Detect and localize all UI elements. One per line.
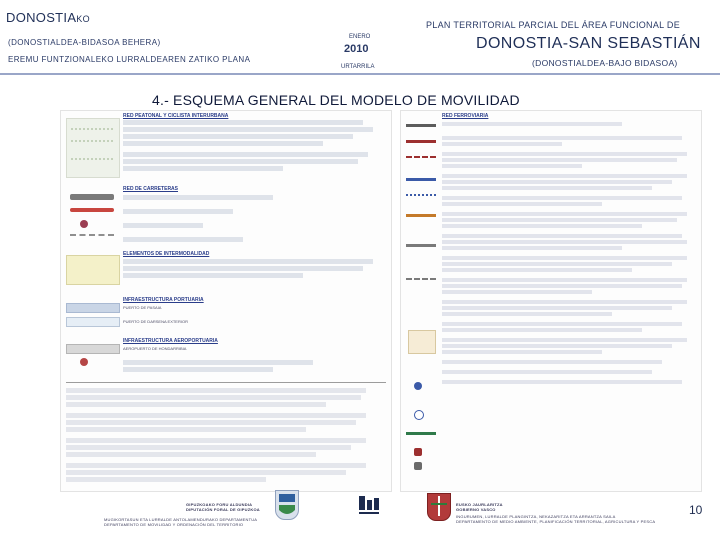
- rail-symbol-study: [406, 278, 436, 283]
- rail-symbol-link: [406, 432, 436, 435]
- gipuzkoa-crest-icon: [276, 491, 298, 519]
- rail-station-new-icon: [414, 410, 424, 420]
- brand-subtitle: (DONOSTIALDEA-BIDASOA BEHERA): [8, 38, 161, 47]
- port-item-outer: PUERTO DE DARSENA EXTERIOR: [123, 319, 188, 324]
- rail-symbol-high-speed: [406, 214, 436, 217]
- date-month-basque: URTARRILA: [341, 64, 375, 70]
- footer-right-line-4: DEPARTAMENTO DE MEDIO AMBIENTE, PLANIFICACIÓN TERRITORIAL, AGRICULTURA Y PESCA: [456, 519, 656, 524]
- legend-heading-rail: RED FERROVIARIA: [442, 113, 489, 119]
- brand-plan-name: EREMU FUNTZIONALEKO LURRALDEAREN ZATIKO PLANA: [8, 55, 251, 64]
- left-panel-notes: [66, 388, 386, 482]
- footer-left-line-4: DEPARTAMENTO DE MOVILIDAD Y ORDENACIÓN DEL TERRITORIO: [104, 522, 244, 527]
- rail-symbol-metro-planned: [406, 194, 436, 199]
- road-symbol-planned: [70, 234, 114, 239]
- airport-node-icon: [80, 358, 88, 366]
- legend-heading-intermodal: ELEMENTOS DE INTERMODALIDAD: [123, 251, 210, 257]
- gipuzkoa-shield-icon: [275, 490, 299, 520]
- legend-text-intermodal: [123, 259, 383, 278]
- header-divider: [0, 73, 720, 75]
- footer-left-line-3: MUGIKORTASUN ETA LURRALDE ANTOLAMENDURAKO DEPARTAMENTUA: [104, 517, 258, 522]
- legend-heading-roads: RED DE CARRETERAS: [123, 186, 179, 192]
- legend-heading-airport: INFRAESTRUCTURA AEROPORTUARIA: [123, 338, 218, 344]
- brand-title: [6, 10, 90, 25]
- page-number: 10: [689, 503, 703, 517]
- footer-right-logo-text: [456, 502, 655, 524]
- footer-left-line-2: DIPUTACIÓN FORAL DE GIPUZKOA: [186, 507, 260, 512]
- footer-right-line-1: EUSKO JAURLARITZA: [456, 502, 503, 507]
- pedestrian-map-swatch: [66, 118, 120, 178]
- footer-right-line-2: GOBIERNO VASCO: [456, 507, 496, 512]
- port-item-pasaia: PUERTO DE PASAIA: [123, 305, 162, 310]
- region-title: DONOSTIA-SAN SEBASTIÁN: [476, 35, 701, 52]
- rail-terminal-icon: [414, 462, 422, 470]
- legend-heading-port: INFRAESTRUCTURA PORTUARIA: [123, 297, 204, 303]
- rail-symbol-new: [406, 156, 436, 161]
- port-swatch-pasaia: [66, 303, 120, 313]
- legend-text-pedestrian: [123, 120, 381, 171]
- footer-left-logo-text: [186, 502, 260, 512]
- basque-government-shield-icon: [427, 493, 451, 521]
- rail-symbol-metro: [406, 178, 436, 181]
- rail-interchange-icon: [414, 448, 422, 456]
- rail-symbol-freight: [406, 244, 436, 247]
- legend-heading-pedestrian: RED PEATONAL Y CICLISTA INTERURBANA: [123, 113, 229, 119]
- port-swatch-outer: [66, 317, 120, 327]
- plan-title: PLAN TERRITORIAL PARCIAL DEL ÁREA FUNCIONAL DE: [426, 20, 681, 30]
- legend-text-rail: [442, 122, 694, 384]
- road-node-icon: [80, 220, 88, 228]
- brand-main: DONOSTIA: [6, 10, 77, 25]
- road-symbol-main: [70, 194, 114, 200]
- road-symbol-secondary: [70, 208, 114, 212]
- footer-right-line-3: INGURUMEN, LURRALDE PLANGINTZA, NEKAZARITZA ETA ARRANTZA SAILA: [456, 514, 616, 519]
- central-logo-icon: [357, 494, 381, 516]
- section-title: 4.- ESQUEMA GENERAL DEL MODELO DE MOVILIDAD: [152, 92, 520, 108]
- rail-symbol-existing: [406, 124, 436, 127]
- date-month: ENERO: [349, 34, 371, 40]
- airport-swatch: [66, 344, 120, 354]
- region-subtitle: (DONOSTIALDEA-BAJO BIDASOA): [532, 58, 678, 68]
- brand-suffix: KO: [76, 14, 90, 24]
- rail-zone-swatch: [408, 330, 436, 354]
- date-year: 2010: [344, 43, 369, 55]
- rail-station-icon: [414, 382, 422, 390]
- airport-item: AEROPUERTO DE HONDARRIBIA: [123, 346, 187, 351]
- legend-text-roads: [123, 195, 323, 242]
- rail-symbol-upgrade: [406, 140, 436, 143]
- footer-left-line-1: GIPUZKOAKO FORU ALDUNDIA: [186, 502, 253, 507]
- pedestrian-path-icon: [67, 119, 119, 177]
- left-panel-divider: [66, 382, 386, 383]
- legend-text-airport: [123, 360, 323, 372]
- footer-left-department: [104, 517, 257, 527]
- intermodal-swatch: [66, 255, 120, 285]
